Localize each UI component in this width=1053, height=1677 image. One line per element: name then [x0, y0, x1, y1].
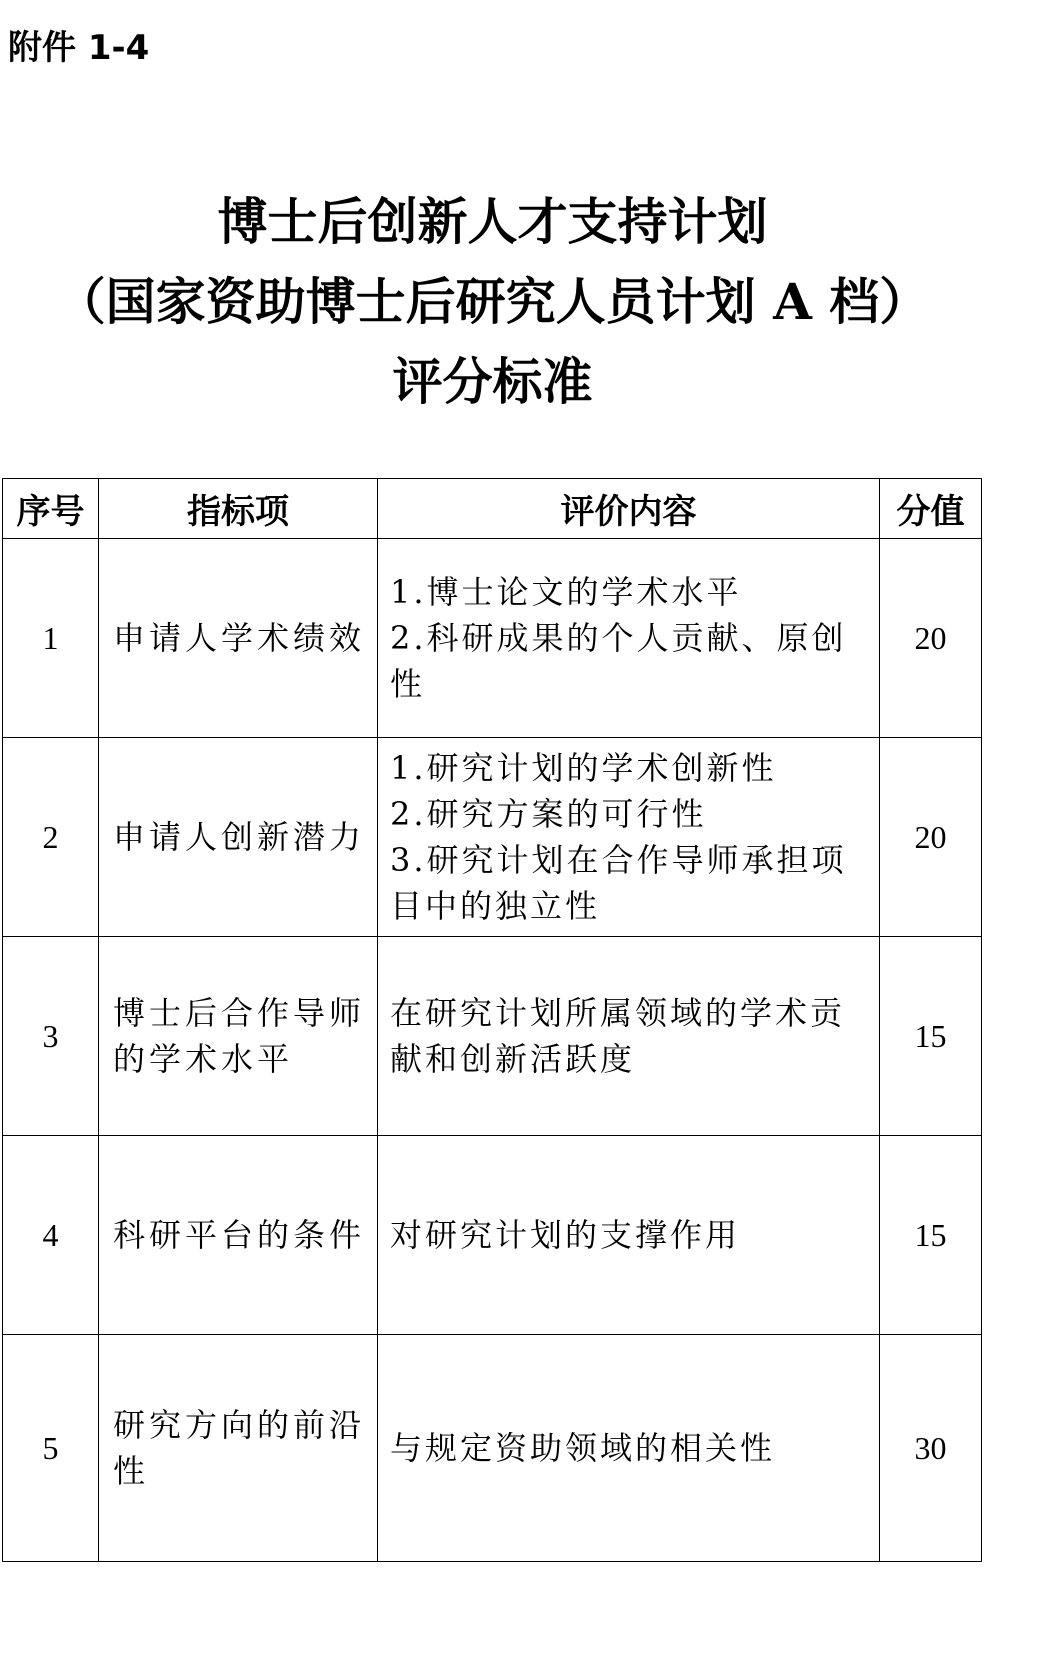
row-no: 1: [3, 539, 99, 738]
table-header-row: [3, 479, 982, 539]
row-content: [378, 937, 880, 1136]
header-no: 序号: [3, 479, 99, 539]
row-score: 15: [880, 1136, 982, 1335]
row-item: 科研平台的条件: [99, 1136, 378, 1335]
content-line: 2.科研成果的个人贡献、原创性: [390, 619, 847, 703]
document-title-line-3: 评分标准: [392, 352, 593, 411]
row-score: 30: [880, 1335, 982, 1562]
header-content: 评价内容: [378, 479, 880, 539]
table-row: [3, 539, 982, 738]
row-item: 申请人创新潜力: [99, 738, 378, 937]
table-row: [3, 1136, 982, 1335]
row-score: 15: [880, 937, 982, 1136]
row-score: 20: [880, 539, 982, 738]
scoring-table: [2, 478, 982, 1562]
row-score: 20: [880, 738, 982, 937]
content-line: 2.研究方案的可行性: [390, 795, 707, 833]
row-content: [378, 1136, 880, 1335]
row-content: [378, 738, 880, 937]
row-content: [378, 1335, 880, 1562]
row-item: 申请人学术绩效: [99, 539, 378, 738]
table-row: [3, 738, 982, 937]
table-row: [3, 1335, 982, 1562]
row-item: 博士后合作导师的学术水平: [99, 937, 378, 1136]
document-title-line-2: （国家资助博士后研究人员计划 A 档）: [55, 272, 930, 331]
attachment-label: 附件 1-4: [8, 28, 150, 68]
row-no: 4: [3, 1136, 99, 1335]
content-line: 对研究计划的支撑作用: [390, 1216, 741, 1254]
header-item: 指标项: [99, 479, 378, 539]
content-line: 1.博士论文的学术水平: [390, 573, 742, 611]
row-item: 研究方向的前沿性: [99, 1335, 378, 1562]
content-line: 在研究计划所属领域的学术贡献和创新活跃度: [390, 994, 846, 1078]
row-content: [378, 539, 880, 738]
table-row: [3, 937, 982, 1136]
content-line: 与规定资助领域的相关性: [390, 1429, 776, 1467]
header-score: 分值: [880, 479, 982, 539]
row-no: 3: [3, 937, 99, 1136]
row-no: 2: [3, 738, 99, 937]
content-line: 1.研究计划的学术创新性: [390, 749, 777, 787]
document-title-line-1: 博士后创新人才支持计划: [217, 192, 768, 251]
row-no: 5: [3, 1335, 99, 1562]
content-line: 3.研究计划在合作导师承担项目中的独立性: [390, 841, 847, 925]
